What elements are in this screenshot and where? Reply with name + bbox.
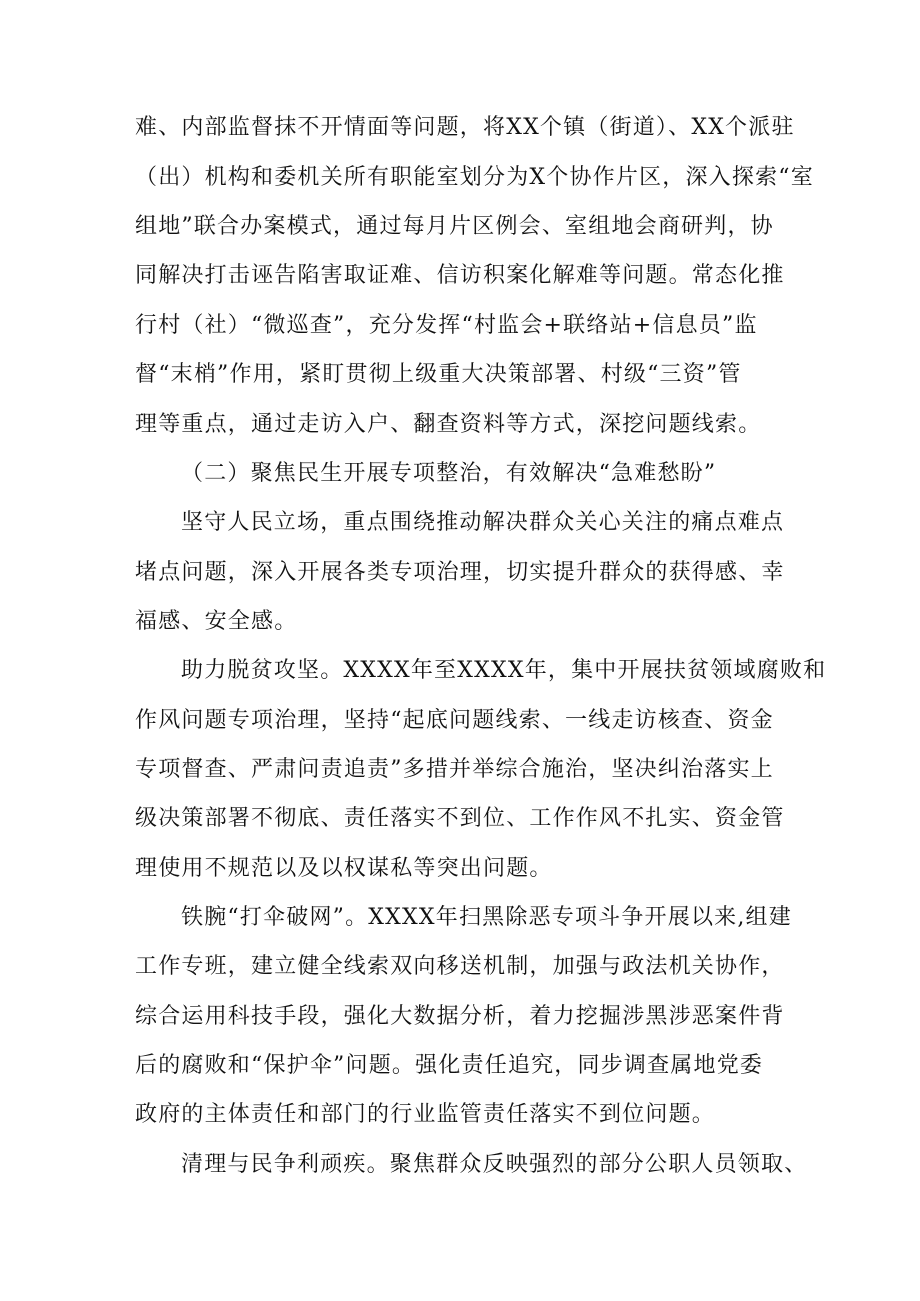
text-line: 同解决打击诬告陷害取证难、信访积案化解难等问题。常态化推	[135, 263, 785, 288]
text-line: （出）机构和委机关所有职能室划分为X个协作片区，深入探索“室	[135, 165, 814, 190]
text-line: 理等重点，通过走访入户、翻查资料等方式，深挖问题线索。	[135, 412, 762, 437]
text-line: 坚守人民立场，重点围绕推动解决群众关心关注的痛点难点	[181, 510, 785, 535]
text-line: 后的腐败和“保护伞”问题。强化责任追究，同步调查属地党委	[135, 1053, 764, 1078]
text-line: 督“末梢”作用，紧盯贯彻上级重大决策部署、村级“三资”管	[135, 362, 742, 387]
text-line: 福感、安全感。	[135, 609, 298, 634]
text-line: 清理与民争利顽疾。聚焦群众反映强烈的部分公职人员领取、	[181, 1152, 808, 1177]
text-line: 助力脱贫攻坚。XXXX年至XXXX年，集中开展扶贫领域腐败和	[181, 658, 827, 683]
text-line: 专项督查、严肃问责追责”多措并举综合施治，坚决纠治落实上	[135, 757, 774, 782]
text-line: 铁腕“打伞破网”。XXXX年扫黑除恶专项斗争开展以来,组建	[181, 905, 792, 930]
text-line: 组地”联合办案模式，通过每月片区例会、室组地会商研判，协	[135, 214, 774, 239]
text-line: 级决策部署不彻底、责任落实不到位、工作作风不扎实、资金管	[135, 806, 785, 831]
text-line: 作风问题专项治理，坚持“起底问题线索、一线走访核查、资金	[135, 708, 774, 733]
text-line: 堵点问题，深入开展各类专项治理，切实提升群众的获得感、幸	[135, 560, 785, 585]
text-line: 理使用不规范以及以权谋私等突出问题。	[135, 856, 553, 881]
section-heading: （二）聚焦民生开展专项整治，有效解决“急难愁盼”	[181, 461, 717, 486]
text-line: 综合运用科技手段，强化大数据分析，着力挖掘涉黑涉恶案件背	[135, 1004, 785, 1029]
text-line: 行村（社）“微巡查”，充分发挥“村监会+联络站+信息员”监	[135, 313, 758, 338]
text-line: 政府的主体责任和部门的行业监管责任落实不到位问题。	[135, 1102, 716, 1127]
text-line: 难、内部监督抹不开情面等问题，将XX个镇（街道）、XX个派驻	[135, 115, 795, 140]
text-line: 工作专班，建立健全线索双向移送机制，加强与政法机关协作，	[135, 954, 785, 979]
